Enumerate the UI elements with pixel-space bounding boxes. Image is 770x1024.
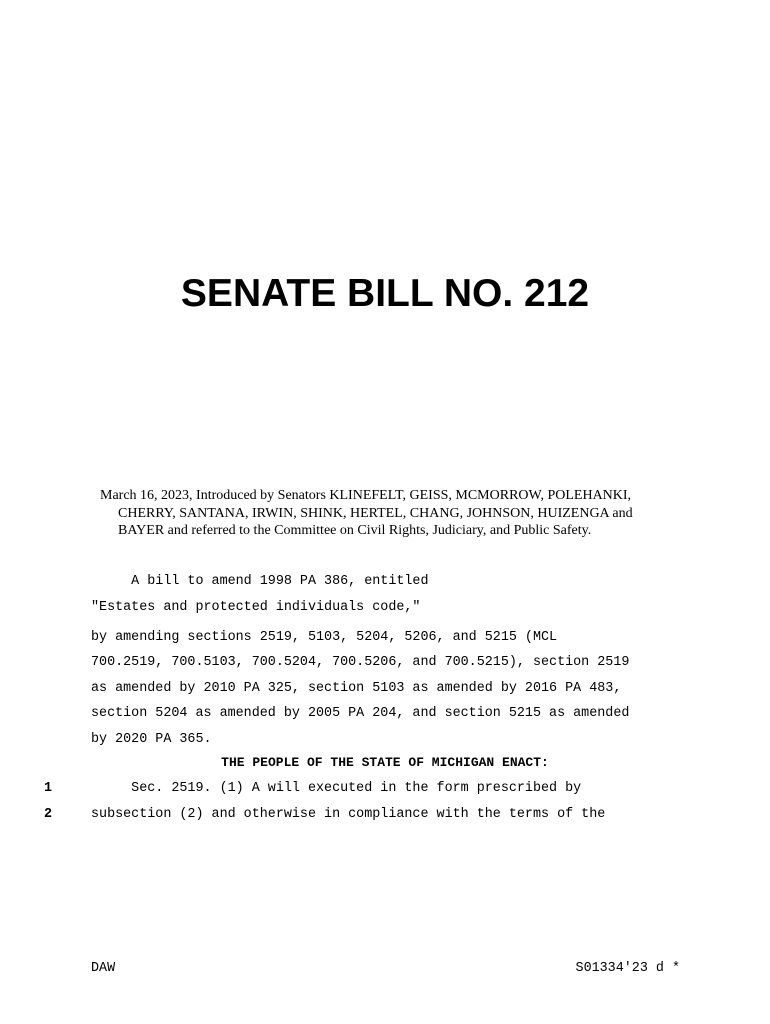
amend-line-1: by amending sections 2519, 5103, 5204, 5206, and 5215 (MCL bbox=[91, 630, 558, 645]
amend-line-5: by 2020 PA 365. bbox=[91, 732, 212, 747]
intro-line-1: March 16, 2023, Introduced by Senators KLINEFELT, GEISS, MCMORROW, POLEHANKI, bbox=[100, 488, 632, 503]
amend-line-3: as amended by 2010 PA 325, section 5103 as amended by 2016 PA 483, bbox=[91, 681, 622, 696]
body-line: Sec. 2519. (1) A will executed in the form prescribed by bbox=[91, 781, 582, 796]
introduction-paragraph bbox=[100, 487, 680, 540]
line-number: 1 bbox=[44, 781, 53, 796]
body-line: subsection (2) and otherwise in compliance with the terms of the bbox=[91, 807, 606, 822]
intro-line-2: CHERRY, SANTANA, IRWIN, SHINK, HERTEL, CHANG, JOHNSON, HUIZENGA and bbox=[118, 505, 633, 521]
intro-line-3: BAYER and referred to the Committee on Civil Rights, Judiciary, and Public Safety. bbox=[118, 523, 592, 538]
amend-line-4: section 5204 as amended by 2005 PA 204, and section 5215 as amended bbox=[91, 706, 630, 721]
bill-title-line-1: A bill to amend 1998 PA 386, entitled bbox=[91, 574, 429, 589]
bill-title-line-2: "Estates and protected individuals code," bbox=[91, 600, 421, 615]
line-number: 2 bbox=[44, 807, 53, 822]
footer-drafter-code: DAW bbox=[91, 961, 116, 976]
enacting-clause: THE PEOPLE OF THE STATE OF MICHIGAN ENACT: bbox=[221, 755, 549, 770]
bill-title: SENATE BILL NO. 212 bbox=[180, 272, 590, 315]
amend-line-2: 700.2519, 700.5103, 700.5204, 700.5206, and 700.5215), section 2519 bbox=[91, 655, 630, 670]
footer-document-code: S01334'23 d * bbox=[575, 961, 680, 976]
